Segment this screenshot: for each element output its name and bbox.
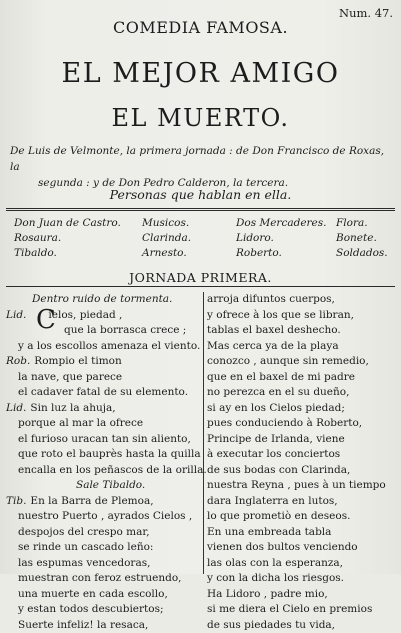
line-text: y a los escollos amenaza el viento.	[18, 340, 200, 352]
verse-line: nuestra Reyna , pues à un tiempo	[207, 478, 397, 494]
cast-name: Clarinda.	[142, 231, 191, 246]
verse-line	[6, 587, 202, 603]
cast-column-1	[14, 216, 121, 261]
stage-direction	[6, 478, 202, 494]
line-text: porque al mar la ofrece	[18, 417, 143, 429]
verse-line	[6, 339, 202, 355]
verse-line	[6, 556, 202, 572]
verse-line: conozco , aunque sin remedio,	[207, 354, 397, 370]
line-text: muestran con feroz estruendo,	[18, 572, 182, 584]
line-text: las espumas vencedoras,	[18, 557, 150, 569]
verse-line	[6, 494, 202, 510]
comedia-heading: COMEDIA FAMOSA.	[0, 18, 401, 37]
line-text: que la borrasca crece ;	[64, 324, 186, 336]
line-text: y estan todos descubiertos;	[18, 603, 164, 615]
verse-line	[6, 447, 202, 463]
speaker-label: Tib.	[6, 495, 26, 507]
line-text: Rompio el timon	[34, 355, 121, 367]
verse-line	[6, 540, 202, 556]
verse-line: Mas cerca ya de la playa	[207, 339, 397, 355]
cast-column-2	[142, 216, 191, 261]
speaker-label: Lid.	[6, 309, 26, 321]
jornada-rule	[6, 286, 395, 287]
verse-line: En una embreada tabla	[207, 525, 397, 541]
verse-line: y ofrece à los que se libran,	[207, 308, 397, 324]
verse-line	[6, 416, 202, 432]
line-text: Dentro ruido de tormenta.	[32, 293, 172, 305]
verse-line: si me diera el Cielo en premios	[207, 602, 397, 618]
line-text: Suerte infeliz! la resaca,	[18, 619, 148, 631]
cast-name: Tibaldo.	[14, 246, 121, 261]
top-rule-thin	[6, 210, 395, 211]
personas-heading: Personas que hablan en ella.	[0, 187, 401, 202]
line-text: la nave, que parece	[18, 371, 122, 383]
verse-line	[6, 525, 202, 541]
cast-name: Dos Mercaderes.	[236, 216, 327, 231]
verse-line	[6, 354, 202, 370]
cast-name: Don Juan de Castro.	[14, 216, 121, 231]
line-text: se rinde un cascado leño:	[18, 541, 153, 553]
authors-line-1: De Luis de Velmonte, la primera jornada : de Don Francisco de Roxas, la	[10, 143, 395, 175]
cast-name: Rosaura.	[14, 231, 121, 246]
verse-line: lo que prometiò en deseos.	[207, 509, 397, 525]
title-line-1: EL MEJOR AMIGO	[0, 58, 401, 89]
verse-line	[6, 370, 202, 386]
verse-line: no perezca en el su dueño,	[207, 385, 397, 401]
verse-line: de sus bodas con Clarinda,	[207, 463, 397, 479]
line-text: ielos, piedad ,	[48, 309, 122, 321]
cast-name: Bonete.	[336, 231, 388, 246]
column-divider	[203, 292, 204, 574]
verse-line: dara Inglaterra en lutos,	[207, 494, 397, 510]
verse-line	[6, 463, 202, 479]
authors-credit	[10, 143, 395, 191]
verse-line	[6, 602, 202, 618]
line-text: el cadaver fatal de su elemento.	[18, 386, 188, 398]
verse-line	[6, 385, 202, 401]
line-text: despojos del crespo mar,	[18, 526, 150, 538]
verse-line	[6, 401, 202, 417]
verse-line: que en el baxel de mi padre	[207, 370, 397, 386]
verse-line: pues conduciendo à Roberto,	[207, 416, 397, 432]
verse-line: y con la dicha los riesgos.	[207, 571, 397, 587]
cast-name: Roberto.	[236, 246, 327, 261]
speaker-label: Rob.	[6, 355, 30, 367]
verse-line: tablas el baxel deshecho.	[207, 323, 397, 339]
verse-line	[6, 618, 202, 633]
cast-column-4	[336, 216, 388, 261]
cast-name: Lidoro.	[236, 231, 327, 246]
verse-line	[6, 432, 202, 448]
line-text: que roto el bauprès hasta la quilla	[18, 448, 201, 460]
cast-column-3	[236, 216, 327, 261]
verse-line: de sus piedades tu vida,	[207, 618, 397, 633]
jornada-heading: JORNADA PRIMERA.	[0, 270, 401, 285]
verse-line: las olas con la esperanza,	[207, 556, 397, 572]
line-text: nuestro Puerto , ayrados Cielos ,	[18, 510, 192, 522]
cast-name: Flora.	[336, 216, 388, 231]
verse-line	[6, 571, 202, 587]
verse-line: vienen dos bultos venciendo	[207, 540, 397, 556]
cast-name: Soldados.	[336, 246, 388, 261]
play-number: Num. 47.	[339, 6, 393, 20]
line-text: En la Barra de Plemoa,	[30, 495, 153, 507]
verse-line	[6, 509, 202, 525]
line-text: Sale Tibaldo.	[76, 479, 145, 491]
line-text: una muerte en cada escollo,	[18, 588, 168, 600]
authors-line-2: segunda : y de Don Pedro Calderon, la tercera.	[10, 175, 395, 191]
verse-line: arroja difuntos cuerpos,	[207, 292, 397, 308]
verse-line: si ay en los Cielos piedad;	[207, 401, 397, 417]
verse-line: Ha Lidoro , padre mio,	[207, 587, 397, 603]
line-text: el furioso uracan tan sin aliento,	[18, 433, 191, 445]
verse-line: à executar los conciertos	[207, 447, 397, 463]
title-line-2: EL MUERTO.	[0, 104, 401, 132]
cast-name: Musicos.	[142, 216, 191, 231]
speaker-label: Lid.	[6, 402, 26, 414]
line-text: encalla en los peñascos de la orilla.	[18, 464, 207, 476]
text-column-right	[207, 292, 397, 633]
verse-line: Principe de Irlanda, viene	[207, 432, 397, 448]
line-text: Sin luz la ahuja,	[30, 402, 115, 414]
cast-name: Arnesto.	[142, 246, 191, 261]
text-column-left	[6, 292, 202, 633]
drop-cap-c: C	[36, 307, 56, 333]
